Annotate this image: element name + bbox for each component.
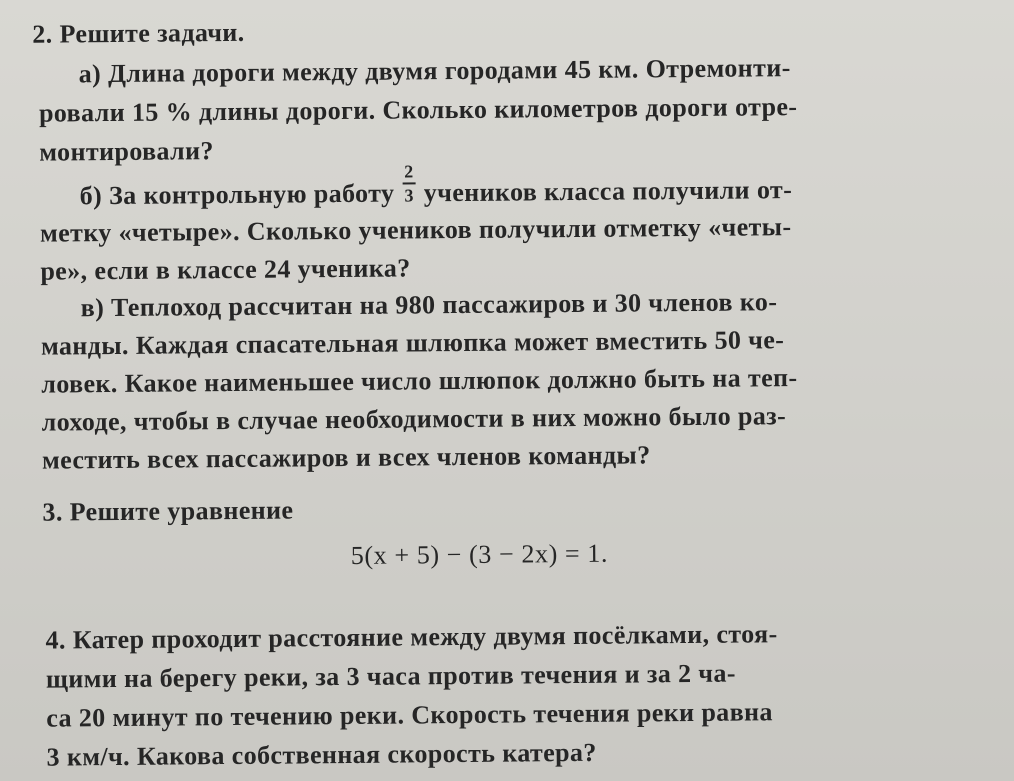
problem-2a-line-1: а) Длина дороги между двумя городами 45 км. Отремонти- [78, 53, 791, 89]
problem-2b-text-after: учеников класса получили от- [423, 175, 793, 208]
problem-2a-line-2: ровали 15 % длины дороги. Сколько километров дороги отре- [38, 92, 798, 128]
problem-2c-line-1: в) Теплоход рассчитан на 980 пассажиров и 30 членов ко- [80, 287, 778, 323]
problem-4-line-4: 3 км/ч. Какова собственная скорость катера? [46, 737, 597, 772]
problem-2c-line-3: ловек. Какое наименьшее число шлюпок должно быть на теп- [41, 363, 798, 399]
problem-2b-line-1 [79, 161, 793, 211]
problem-2b-text-before: б) За контрольную работу [79, 178, 395, 211]
problem-4-line-3: са 20 минут по течению реки. Скорость течения реки равна [46, 697, 773, 733]
problem-2c-line-2: манды. Каждая спасательная шлюпка может вместить 50 че- [40, 325, 785, 361]
problem-2b-line-2: метку «четыре». Сколько учеников получили отметку «четы- [39, 212, 792, 248]
problem-2c-line-5: местить всех пассажиров и всех членов команды? [41, 440, 651, 475]
problem-2b-line-3: ре», если в классе 24 ученика? [40, 253, 411, 286]
problem-2a-line-3: монтировали? [39, 136, 215, 167]
problem-4-line-1: 4. Катер проходит расстояние между двумя посёлками, стоя- [45, 619, 778, 655]
fraction-numerator: 2 [402, 162, 416, 184]
fraction-denominator: 3 [404, 185, 414, 206]
problem-4-line-2: щими на берегу реки, за 3 часа против течения и за 2 ча- [45, 658, 737, 694]
problem-3-heading: 3. Решите уравнение [42, 495, 294, 527]
fraction-two-thirds [402, 162, 416, 204]
problem-2-heading: 2. Решите задачи. [32, 17, 245, 49]
problem-2c-line-4: лоходе, чтобы в случае необходимости в них можно было раз- [41, 401, 787, 437]
equation: 5(x + 5) − (3 − 2x) = 1. [350, 538, 609, 570]
